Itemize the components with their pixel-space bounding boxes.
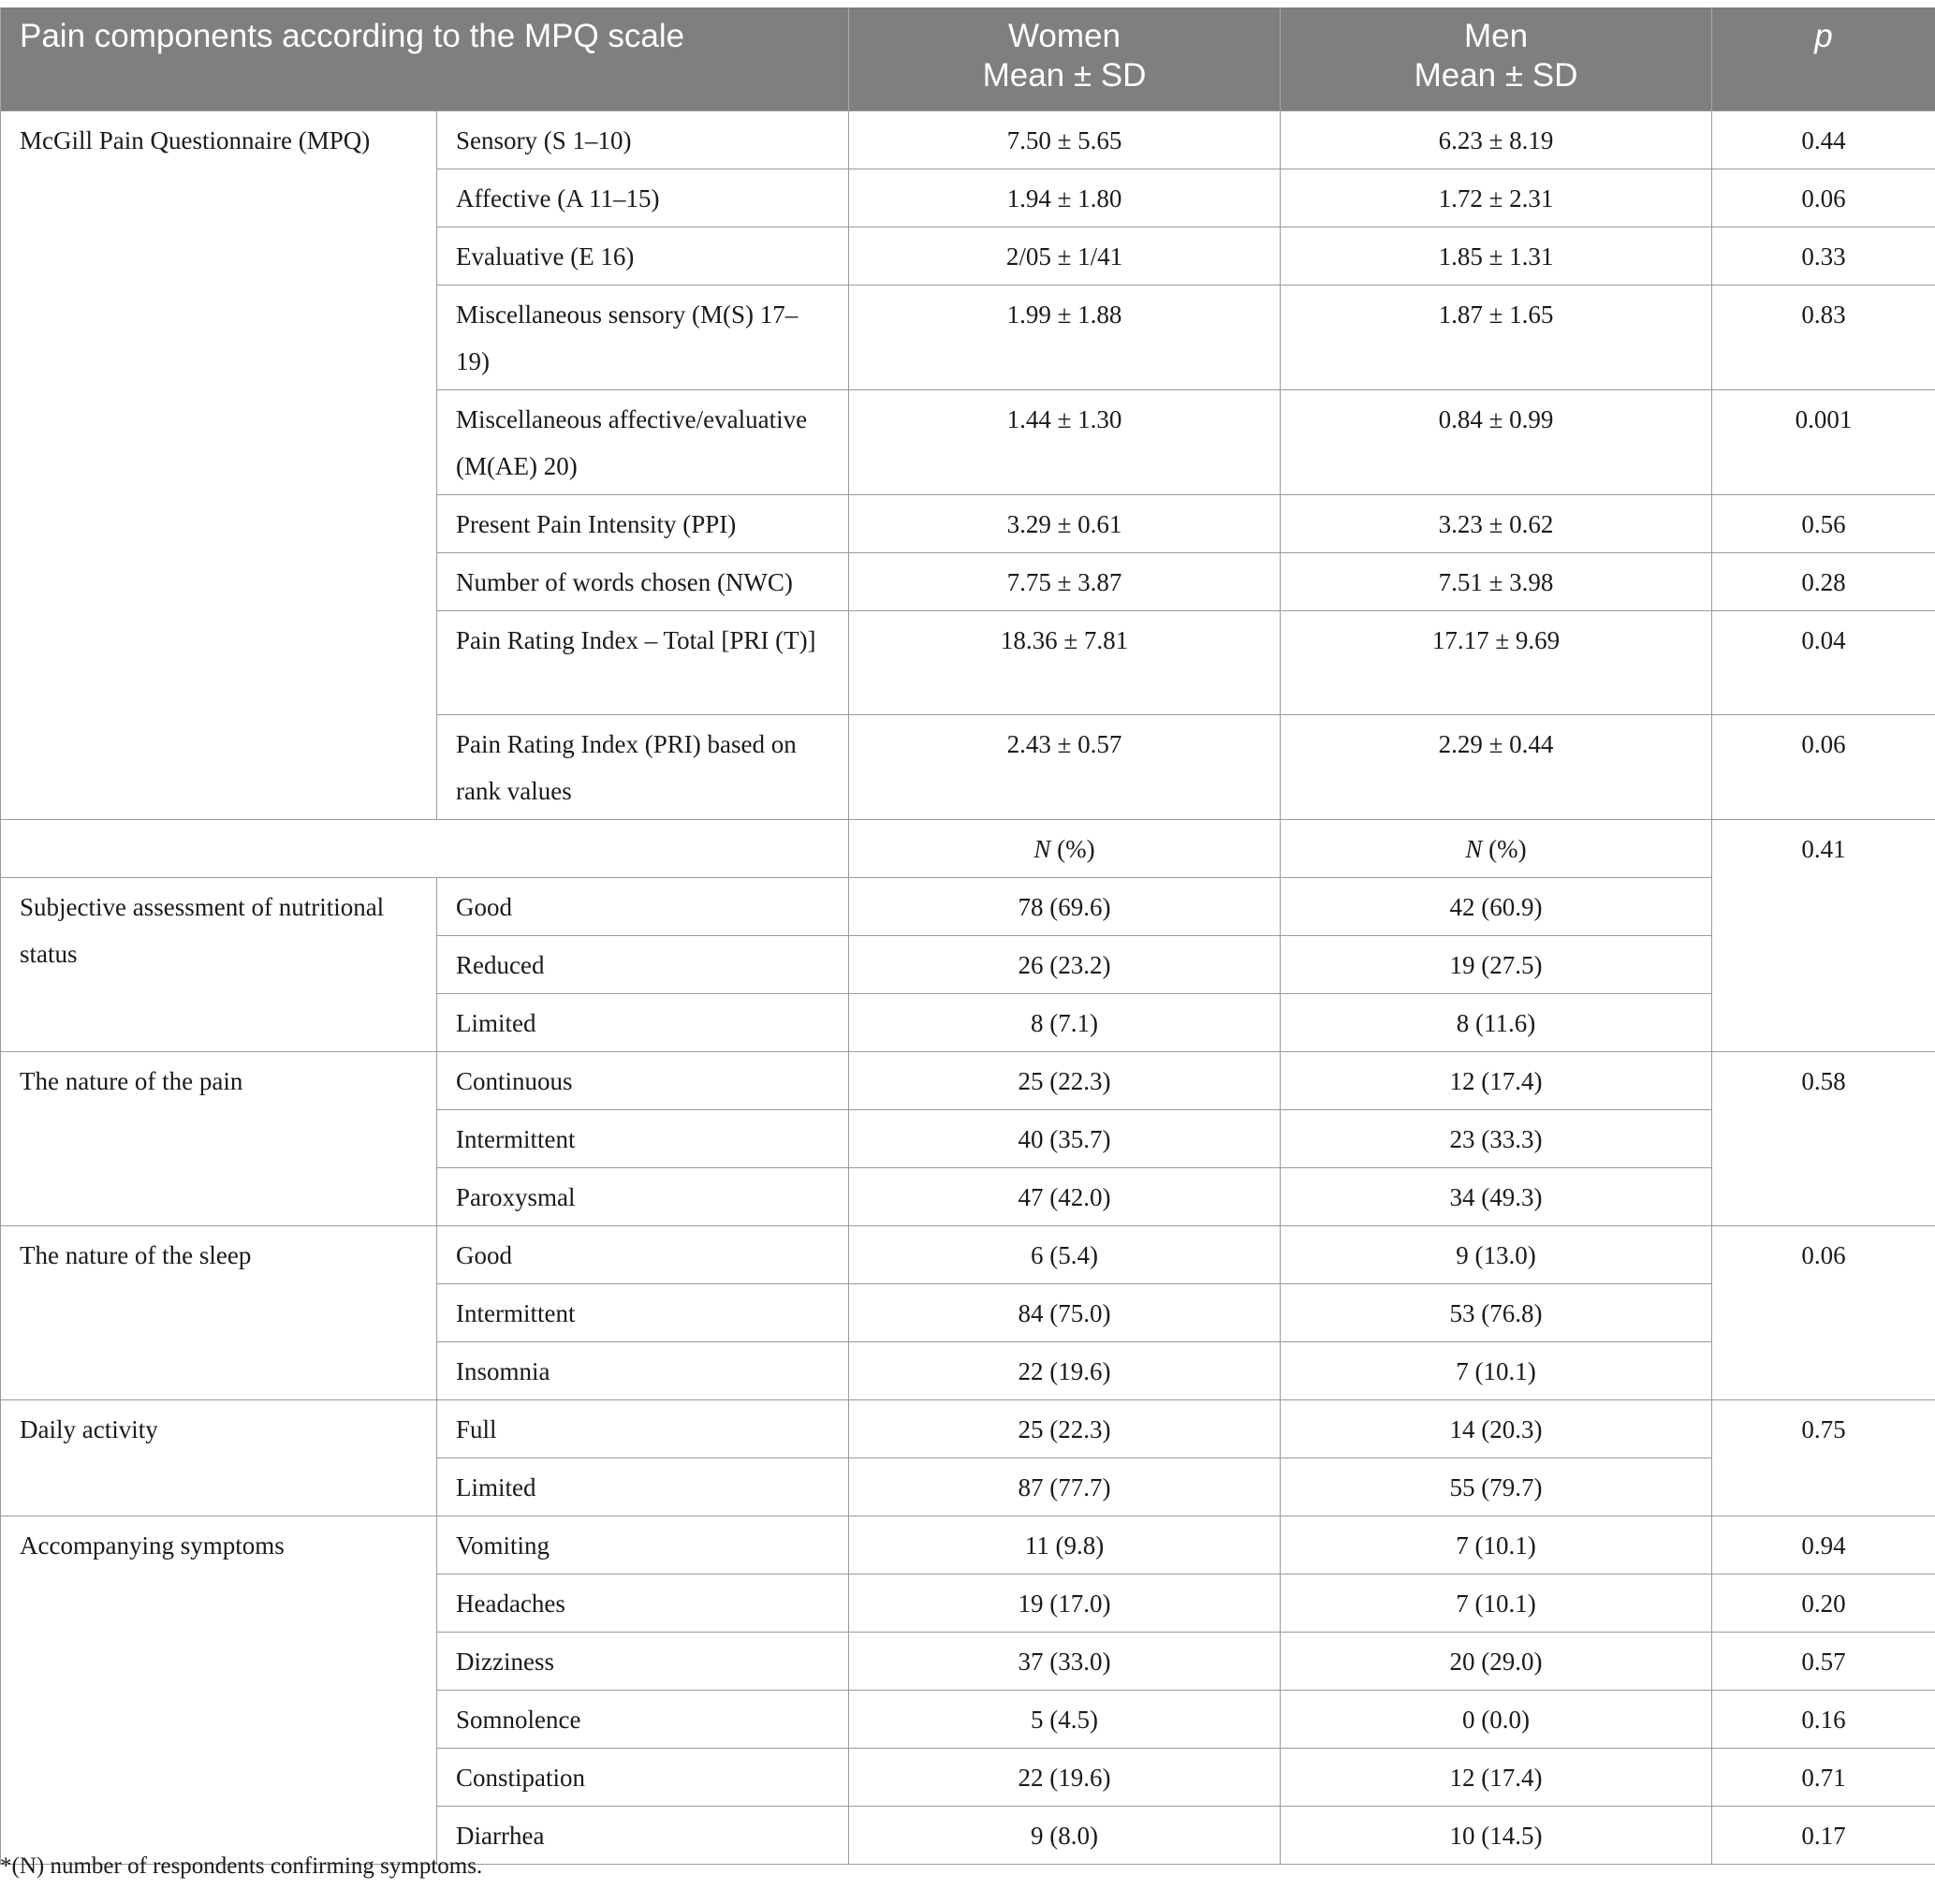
- header-women: [849, 7, 1281, 110]
- table-row: [1, 1051, 1935, 1109]
- men-value: 7 (10.1): [1281, 1341, 1712, 1399]
- header-women-line1: Women: [1008, 18, 1121, 54]
- header-men-line1: Men: [1463, 18, 1529, 54]
- women-value: 84 (75.0): [849, 1283, 1281, 1341]
- men-value: 12 (17.4): [1281, 1748, 1712, 1806]
- men-value: 8 (11.6): [1281, 993, 1712, 1051]
- women-value: 3.29 ± 0.61: [849, 494, 1281, 552]
- women-value: 40 (35.7): [849, 1109, 1281, 1167]
- row-label: Reduced: [437, 935, 849, 993]
- women-value: 19 (17.0): [849, 1574, 1281, 1632]
- row-label: Diarrhea: [437, 1806, 849, 1864]
- women-value: 2.43 ± 0.57: [849, 714, 1281, 819]
- men-value: 7.51 ± 3.98: [1281, 552, 1712, 610]
- women-value: 6 (5.4): [849, 1225, 1281, 1283]
- men-value: 20 (29.0): [1281, 1632, 1712, 1690]
- row-label: Good: [437, 877, 849, 935]
- row-label: Number of words chosen (NWC): [437, 552, 849, 610]
- women-value: 47 (42.0): [849, 1167, 1281, 1225]
- subheader-empty-cell: [1, 819, 849, 877]
- p-value: 0.58: [1712, 1051, 1935, 1225]
- row-label: Somnolence: [437, 1690, 849, 1748]
- p-value: 0.04: [1712, 610, 1935, 714]
- women-value: 2/05 ± 1/41: [849, 227, 1281, 285]
- row-label: Evaluative (E 16): [437, 227, 849, 285]
- women-value: 7.50 ± 5.65: [849, 110, 1281, 168]
- men-value: 53 (76.8): [1281, 1283, 1712, 1341]
- row-label: Intermittent: [437, 1109, 849, 1167]
- p-value: 0.71: [1712, 1748, 1935, 1806]
- pct-label: (%): [1050, 834, 1095, 863]
- row-label: Constipation: [437, 1748, 849, 1806]
- header-components: Pain components according to the MPQ scale: [1, 7, 849, 110]
- group-label-nutrition: Subjective assessment of nutritional status: [1, 877, 437, 1051]
- women-value: 22 (19.6): [849, 1748, 1281, 1806]
- n-label: N: [1465, 834, 1483, 863]
- men-value: 6.23 ± 8.19: [1281, 110, 1712, 168]
- men-value: 1.85 ± 1.31: [1281, 227, 1712, 285]
- p-value: 0.17: [1712, 1806, 1935, 1864]
- row-label: Affective (A 11–15): [437, 168, 849, 227]
- men-value: 7 (10.1): [1281, 1516, 1712, 1574]
- table-row: [1, 1399, 1935, 1457]
- men-value: 12 (17.4): [1281, 1051, 1712, 1109]
- p-value: 0.06: [1712, 714, 1935, 819]
- p-value: 0.16: [1712, 1690, 1935, 1748]
- row-label: Limited: [437, 1457, 849, 1516]
- women-value: 1.94 ± 1.80: [849, 168, 1281, 227]
- p-value: 0.06: [1712, 168, 1935, 227]
- women-value: 7.75 ± 3.87: [849, 552, 1281, 610]
- subheader-men-npct: [1281, 819, 1712, 877]
- row-label: Miscellaneous sensory (M(S) 17–19): [437, 285, 849, 389]
- men-value: 10 (14.5): [1281, 1806, 1712, 1864]
- header-women-line2: Mean ± SD: [982, 57, 1147, 94]
- row-label: Pain Rating Index (PRI) based on rank values: [437, 714, 849, 819]
- subheader-women-npct: [849, 819, 1281, 877]
- row-label: Good: [437, 1225, 849, 1283]
- header-row: [1, 7, 1935, 110]
- group-label-daily-activity: Daily activity: [1, 1399, 437, 1516]
- header-men: [1281, 7, 1712, 110]
- header-men-line2: Mean ± SD: [1414, 57, 1578, 94]
- table-row: [1, 877, 1935, 935]
- women-value: 5 (4.5): [849, 1690, 1281, 1748]
- p-value: 0.75: [1712, 1399, 1935, 1516]
- men-value: 0.84 ± 0.99: [1281, 389, 1712, 494]
- p-value: 0.44: [1712, 110, 1935, 168]
- women-value: 25 (22.3): [849, 1399, 1281, 1457]
- row-label: Paroxysmal: [437, 1167, 849, 1225]
- p-value: 0.28: [1712, 552, 1935, 610]
- subheader-row: [1, 819, 1935, 877]
- p-value: 0.57: [1712, 1632, 1935, 1690]
- men-value: 7 (10.1): [1281, 1574, 1712, 1632]
- row-label: Insomnia: [437, 1341, 849, 1399]
- row-label: Continuous: [437, 1051, 849, 1109]
- table-footnote: *(N) number of respondents confirming symptoms.: [0, 1853, 483, 1879]
- row-label: Dizziness: [437, 1632, 849, 1690]
- men-value: 55 (79.7): [1281, 1457, 1712, 1516]
- men-value: 1.72 ± 2.31: [1281, 168, 1712, 227]
- row-label: Limited: [437, 993, 849, 1051]
- men-value: 0 (0.0): [1281, 1690, 1712, 1748]
- row-label: Pain Rating Index – Total [PRI (T)]: [437, 610, 849, 714]
- p-value: 0.33: [1712, 227, 1935, 285]
- n-label: N: [1033, 834, 1051, 863]
- p-value: 0.83: [1712, 285, 1935, 389]
- men-value: 19 (27.5): [1281, 935, 1712, 993]
- men-value: 42 (60.9): [1281, 877, 1712, 935]
- women-value: 11 (9.8): [849, 1516, 1281, 1574]
- women-value: 78 (69.6): [849, 877, 1281, 935]
- row-label: Intermittent: [437, 1283, 849, 1341]
- women-value: 18.36 ± 7.81: [849, 610, 1281, 714]
- pct-label: (%): [1482, 834, 1527, 863]
- p-value: 0.56: [1712, 494, 1935, 552]
- row-label: Headaches: [437, 1574, 849, 1632]
- row-label: Miscellaneous affective/evaluative (M(AE) 20): [437, 389, 849, 494]
- group-label-pain-nature: The nature of the pain: [1, 1051, 437, 1225]
- men-value: 17.17 ± 9.69: [1281, 610, 1712, 714]
- women-value: 25 (22.3): [849, 1051, 1281, 1109]
- women-value: 22 (19.6): [849, 1341, 1281, 1399]
- men-value: 1.87 ± 1.65: [1281, 285, 1712, 389]
- p-value: 0.001: [1712, 389, 1935, 494]
- table-row: [1, 110, 1935, 168]
- women-value: 1.44 ± 1.30: [849, 389, 1281, 494]
- women-value: 87 (77.7): [849, 1457, 1281, 1516]
- men-value: 23 (33.3): [1281, 1109, 1712, 1167]
- men-value: 34 (49.3): [1281, 1167, 1712, 1225]
- women-value: 26 (23.2): [849, 935, 1281, 993]
- header-p-label: p: [1814, 18, 1833, 54]
- row-label: Sensory (S 1–10): [437, 110, 849, 168]
- mpq-results-table: [0, 7, 1935, 1865]
- header-p-value: [1712, 7, 1935, 110]
- men-value: 2.29 ± 0.44: [1281, 714, 1712, 819]
- group-label-mpq: McGill Pain Questionnaire (MPQ): [1, 110, 437, 819]
- p-value: 0.94: [1712, 1516, 1935, 1574]
- p-value: 0.20: [1712, 1574, 1935, 1632]
- women-value: 9 (8.0): [849, 1806, 1281, 1864]
- row-label: Present Pain Intensity (PPI): [437, 494, 849, 552]
- women-value: 8 (7.1): [849, 993, 1281, 1051]
- men-value: 3.23 ± 0.62: [1281, 494, 1712, 552]
- row-label: Full: [437, 1399, 849, 1457]
- women-value: 37 (33.0): [849, 1632, 1281, 1690]
- women-value: 1.99 ± 1.88: [849, 285, 1281, 389]
- table-row: [1, 1516, 1935, 1574]
- row-label: Vomiting: [437, 1516, 849, 1574]
- men-value: 14 (20.3): [1281, 1399, 1712, 1457]
- table-row: [1, 1225, 1935, 1283]
- p-value: 0.06: [1712, 1225, 1935, 1399]
- p-value: 0.41: [1712, 819, 1935, 1051]
- group-label-sleep: The nature of the sleep: [1, 1225, 437, 1399]
- group-label-symptoms: Accompanying symptoms: [1, 1516, 437, 1864]
- men-value: 9 (13.0): [1281, 1225, 1712, 1283]
